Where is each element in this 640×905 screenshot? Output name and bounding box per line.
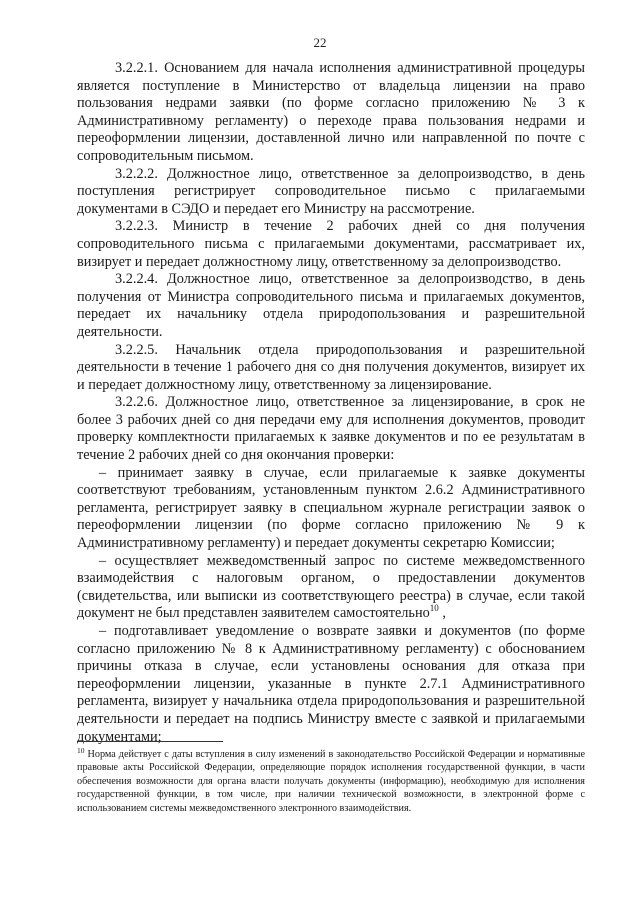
bullet-return-notice: – подготавливает уведомление о возврате заявки и документов (по форме согласно приложению № 8 к Административному регламенту) с обоснованием причины отказа в случае, если установлены основания для отказа при переоформлении лицензии, указанные в пункте 2.7.1 Административного регламента, визирует у начальника отдела природопользования и разрешительной деятельности и передает на подпись Министру вместе с заявкой и прилагаемыми документами; <box>77 623 585 745</box>
footnote-divider <box>77 741 223 742</box>
bullet-interagency-request-tail: , <box>438 605 446 622</box>
footnote <box>77 745 585 815</box>
body-text <box>77 60 585 746</box>
paragraph-3-2-2-4: 3.2.2.4. Должностное лицо, ответственное за делопроизводство, в день получения от Министра сопроводительного письма и прилагаемых документов, передает их начальнику отдела природопользования и разрешительной деятельности. <box>77 271 585 340</box>
page-number: 22 <box>313 35 327 50</box>
footnote-text: Норма действует с даты вступления в силу изменений в законодательство Российской Федерации и нормативные правовые акты Российской Федерации, определяющие порядок исполнения государственной функции, в части обеспечения возможности для органа власти получать документы (информацию), необходимую для исполнения государственной функции, в том числе, при наличии технической возможности, в электронной форме с использованием системы межведомственного электронного взаимодействия. <box>77 749 585 814</box>
paragraph-3-2-2-6: 3.2.2.6. Должностное лицо, ответственное за лицензирование, в срок не более 3 рабочих дней со дня передачи ему для исполнения документов, проводит проверку комплектности прилагаемых к заявке документов и по ее результатам в течение 2 рабочих дней со дня окончания проверки: <box>77 394 585 464</box>
bullet-interagency-request <box>77 553 585 623</box>
paragraph-3-2-2-1: 3.2.2.1. Основанием для начала исполнения административной процедуры является поступление в Министерство от владельца лицензии на право пользования недрами заявки (по форме согласно приложению № 3 к Административному регламенту) о переходе права пользования недрами и переоформлении лицензии, доставленной лично или направленной по почте с сопроводительным письмом. <box>77 60 585 164</box>
paragraph-3-2-2-3: 3.2.2.3. Министр в течение 2 рабочих дней со дня получения сопроводительного письма с прилагаемыми документами, рассматривает их, визирует и передает должностному лицу, ответственному за делопроизводство. <box>77 218 585 270</box>
paragraph-3-2-2-5: 3.2.2.5. Начальник отдела природопользования и разрешительной деятельности в течение 1 рабочего дня со дня получения документов, визирует их и передает должностному лицу, ответственному за лицензирование. <box>77 341 585 393</box>
paragraph-3-2-2-2: 3.2.2.2. Должностное лицо, ответственное за делопроизводство, в день поступления регистрирует сопроводительное письмо с прилагаемыми документами в СЭДО и передает его Министру на рассмотрение. <box>77 165 585 217</box>
footnote-reference: 10 <box>429 603 439 614</box>
bullet-accept-application: – принимает заявку в случае, если прилагаемые к заявке документы соответствуют требованиям, установленным пунктом 2.6.2 Административного регламента, регистрирует заявку в специальном журнале регистрации заявок о переоформлении лицензии (по форме согласно приложению № 9 к Административному регламенту) и передает документы секретарю Комиссии; <box>77 464 585 552</box>
bullet-interagency-request-text: – осуществляет межведомственный запрос по системе межведомственного взаимодействия с налоговым органом, о предоставлении документов (свидетельства, или выписки из соответствующего реестра) в случае, если такой документ не был представлен заявителем самостоятельно <box>77 552 585 622</box>
footnote-number: 10 <box>77 745 85 755</box>
